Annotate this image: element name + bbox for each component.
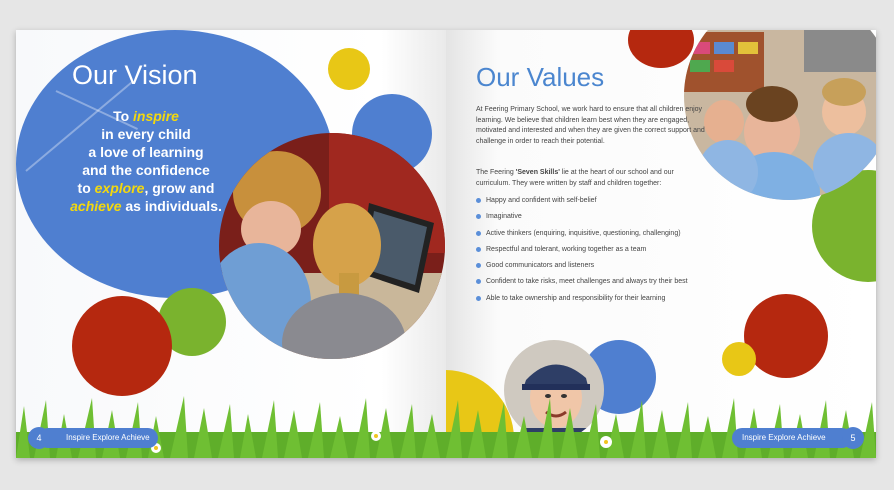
- grass-border-graphic: [16, 396, 876, 458]
- footer-tagline-pill: [732, 428, 852, 448]
- yellow-circle-decoration: [722, 342, 756, 376]
- bullet-icon: [476, 198, 481, 203]
- skill-label: Respectful and tolerant, working together as a team: [486, 245, 647, 253]
- skill-label: Imaginative: [486, 213, 522, 221]
- brochure-spread: [16, 30, 876, 458]
- skill-label: Confident to take risks, meet challenges and always try their best: [486, 278, 688, 286]
- skills-intro-bold: 'Seven Skills': [515, 169, 560, 176]
- vision-highlight: achieve: [70, 198, 122, 214]
- vision-text: , grow and: [144, 180, 215, 196]
- seven-skills-list: [476, 196, 688, 310]
- skill-label: Happy and confident with self-belief: [486, 197, 597, 204]
- vision-text: as individuals.: [121, 198, 222, 214]
- intro-paragraph: At Feering Primary School, we work hard to ensure that all children enjoy learning. We believe that children learn best when they are engaged, motivated and interested and when they are given the correct support and challenge in order to reach their potential.: [476, 106, 705, 145]
- list-item: [476, 245, 688, 261]
- bullet-icon: [476, 279, 481, 284]
- skill-label: Active thinkers (enquiring, inquisitive, questioning, challenging): [486, 229, 681, 237]
- red-circle-decoration: [628, 30, 694, 68]
- list-item: [476, 212, 688, 228]
- red-circle-decoration: [744, 294, 828, 378]
- footer-tagline: Inspire Explore Achieve: [742, 433, 826, 442]
- vision-text: and the confidence: [82, 162, 210, 178]
- vision-highlight: inspire: [133, 108, 179, 124]
- skills-intro-paragraph: [476, 168, 706, 189]
- vision-text: in every child: [101, 126, 191, 142]
- children-laptop-photo: [219, 133, 445, 359]
- vision-statement: [56, 107, 236, 215]
- list-item: [476, 277, 688, 293]
- bullet-icon: [476, 263, 481, 268]
- left-page: [16, 30, 446, 458]
- vision-text: to: [77, 180, 95, 196]
- page-title: Our Vision: [72, 60, 198, 90]
- list-item: [476, 294, 688, 310]
- bullet-icon: [476, 231, 481, 236]
- page-title: Our Values: [476, 62, 605, 92]
- classroom-photo: [684, 30, 876, 200]
- bullet-icon: [476, 214, 481, 219]
- page-number: 5: [842, 427, 864, 449]
- page-number: 4: [28, 427, 50, 449]
- list-item: [476, 229, 688, 245]
- list-item: [476, 261, 688, 277]
- vision-text: To: [113, 108, 134, 124]
- skill-label: Able to take ownership and responsibility for their learning: [486, 294, 666, 302]
- right-page: [446, 30, 876, 458]
- bullet-icon: [476, 247, 481, 252]
- footer-tagline-pill: [38, 428, 158, 448]
- list-item: [476, 196, 688, 212]
- vision-text: a love of learning: [88, 144, 204, 160]
- red-circle-decoration: [72, 296, 172, 396]
- skill-label: Good communicators and listeners: [486, 262, 595, 270]
- skills-intro-text: The Feering: [476, 169, 516, 176]
- footer-tagline: Inspire Explore Achieve: [66, 433, 150, 442]
- vision-highlight: explore: [94, 180, 145, 196]
- bullet-icon: [476, 296, 481, 301]
- yellow-circle-decoration: [328, 48, 370, 90]
- skills-intro-text: lie at the heart of our school and our curriculum. They were written by staff and children together:: [476, 169, 674, 187]
